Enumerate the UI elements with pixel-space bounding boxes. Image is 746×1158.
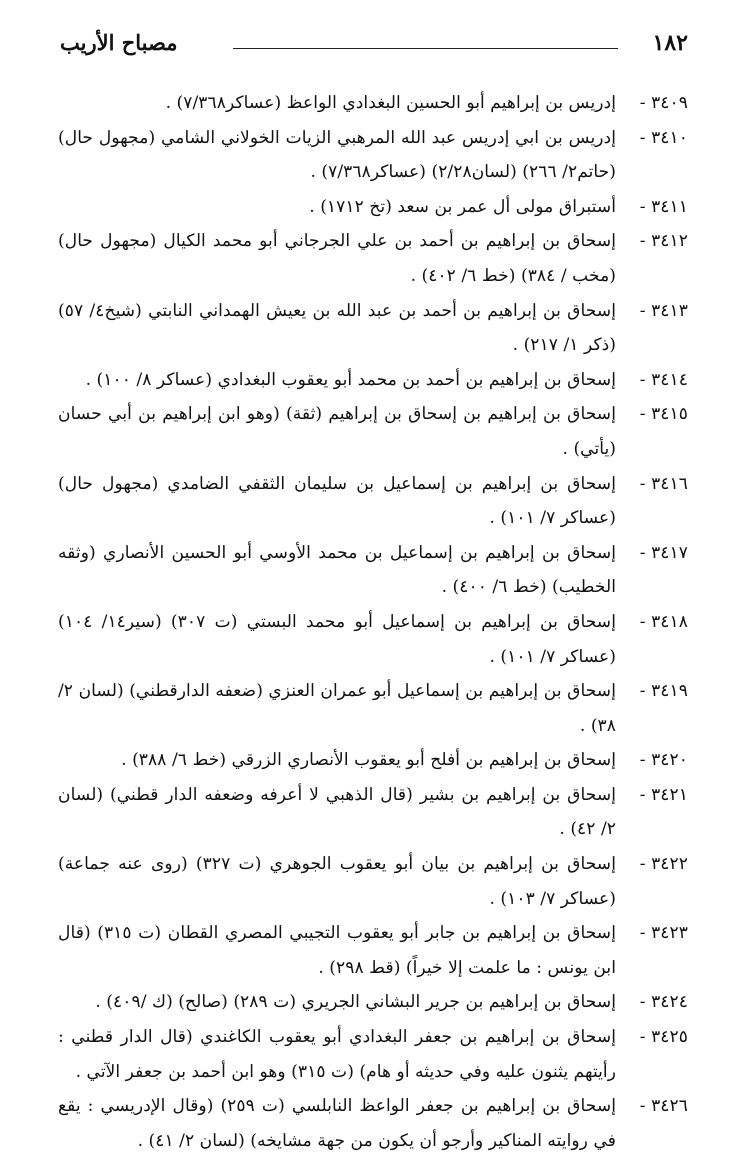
page-header (58, 28, 688, 64)
entry-text: إسحاق بن إبراهيم بن إسماعيل بن محمد الأوسي أبو الحسين الأنصاري (وثقه الخطيب) (خط ٦/ ٤٠٠) . (58, 542, 616, 598)
entry-text: إسحاق بن إبراهيم بن جعفر الواعظ النابلسي (ت ٢٥٩) (وقال الإدريسي : يقع في روايته المناكير وأرجو أن يكون من جهة مشايخه) (لسان ٢/ ٤١) . (58, 1096, 616, 1151)
page-number: ١٨٢ (652, 30, 688, 56)
entry (58, 397, 688, 466)
entry (58, 224, 688, 293)
entry-number: ٣٤١٣ - (639, 300, 688, 321)
entry-text: إسحاق بن إبراهيم بن جرير البشاني الجريري (ت ٢٨٩) (صالح) (ك /٤٠٩) . (95, 992, 616, 1013)
entry-number: ٣٤١٢ - (639, 231, 688, 252)
entry-text: إسحاق بن إبراهيم بن بيان أبو يعقوب الجوهري (ت ٣٢٧) (روى عنه جماعة) (عساكر ٧/ ١٠٣) . (58, 854, 616, 909)
entry (58, 985, 688, 1020)
entry (58, 847, 688, 916)
entry (58, 605, 688, 674)
entries-list (58, 86, 688, 1158)
entry-text: إسحاق بن إبراهيم بن أحمد بن محمد أبو يعقوب البغدادي (عساكر ٨/ ١٠٠) . (85, 369, 616, 390)
entry-number: ٣٤٢٦ - (639, 1096, 688, 1117)
entry (58, 86, 688, 121)
entry (58, 121, 688, 190)
header-rule (233, 48, 618, 49)
entry-number: ٣٤١٨ - (639, 611, 688, 632)
entry-text: إدريس بن ابي إدريس عبد الله المرهبي الزيات الخولاني الشامي (مجهول حال) (حاتم٢/ ٢٦٦) (لسان٢/٢٨) (عساكر٧/٣٦٨) . (58, 127, 616, 183)
entry (58, 743, 688, 778)
entry-text: إسحاق بن إبراهيم بن جابر أبو يعقوب التجيبي المصري القطان (ت ٣١٥) (قال ابن يونس : ما علمت إلا خيراً) (قط ٢٩٨) . (58, 923, 616, 978)
entry (58, 536, 688, 605)
entry-text: إسحاق بن إبراهيم بن إسحاق بن إبراهيم (ثقة) (وهو ابن إبراهيم بن أبي حسان (يأتي) . (58, 404, 616, 459)
entry-text: إسحاق بن إبراهيم بن إسماعيل أبو محمد البستي (ت ٣٠٧) (سير١٤/ ١٠٤) (عساكر ٧/ ١٠١) . (58, 611, 616, 667)
entry-number: ٣٤٢٥ - (639, 1027, 688, 1048)
entry-number: ٣٤١٥ - (639, 404, 688, 425)
entry (58, 1089, 688, 1158)
entry-text: إسحاق بن إبراهيم بن أفلح أبو يعقوب الأنصاري الزرقي (خط ٦/ ٣٨٨) . (121, 750, 616, 771)
entry-number: ٣٤٠٩ - (639, 93, 688, 113)
entry-number: ٣٤١١ - (639, 196, 688, 217)
entry-text: إسحاق بن إبراهيم بن جعفر البغدادي أبو يعقوب الكاغندي (قال الدار قطني : رأيتهم يثنون عليه وفي حديثه أو هام) (ت ٣١٥) وهو ابن أحمد بن جعفر الآتي . (58, 1027, 616, 1082)
entry-number: ٣٤١٠ - (639, 127, 688, 148)
entry-text: أستبراق مولى أل عمر بن سعد (تخ ١٧١٢) . (309, 196, 616, 217)
entry-number: ٣٤٢٢ - (639, 854, 688, 875)
entry-number: ٣٤٢١ - (639, 784, 688, 805)
entry-number: ٣٤١٩ - (639, 681, 688, 702)
entry-number: ٣٤٢٣ - (639, 923, 688, 944)
entry (58, 190, 688, 225)
entry (58, 916, 688, 985)
entry (58, 294, 688, 363)
entry-text: إسحاق بن إبراهيم بن بشير (قال الذهبي لا أعرفه وضعفه الدار قطني) (لسان ٢/ ٤٢) . (58, 784, 616, 840)
entry (58, 778, 688, 847)
entry-number: ٣٤١٧ - (639, 542, 688, 563)
entry-text: إسحاق بن إبراهيم بن إسماعيل أبو عمران العنزي (ضعفه الدارقطني) (لسان ٢/ ٣٨) . (58, 681, 616, 736)
entry-text: إسحاق بن إبراهيم بن أحمد بن علي الجرجاني أبو محمد الكيال (مجهول حال) (مخب / ٣٨٤) (خط ٦/ ٤٠٢) . (58, 231, 616, 286)
entry-text: إسحاق بن إبراهيم بن إسماعيل بن سليمان الثقفي الضامدي (مجهول حال) (عساكر ٧/ ١٠١) . (58, 473, 616, 529)
entry-text: إدريس بن إبراهيم أبو الحسين البغدادي الواعظ (عساكر٧/٣٦٨) . (165, 93, 616, 113)
entry (58, 674, 688, 743)
entry (58, 363, 688, 398)
running-title: مصباح الأريب (60, 30, 178, 55)
entry-number: ٣٤٢٤ - (639, 992, 688, 1013)
entry-number: ٣٤٢٠ - (639, 750, 688, 771)
entry-number: ٣٤١٦ - (639, 473, 688, 494)
entry (58, 1020, 688, 1089)
entry-number: ٣٤١٤ - (639, 369, 688, 390)
entry (58, 467, 688, 536)
entry-text: إسحاق بن إبراهيم بن أحمد بن عبد الله بن يعيش الهمداني النابتي (شيخ٤/ ٥٧)(ذكر ١/ ٢١٧) . (58, 300, 616, 356)
